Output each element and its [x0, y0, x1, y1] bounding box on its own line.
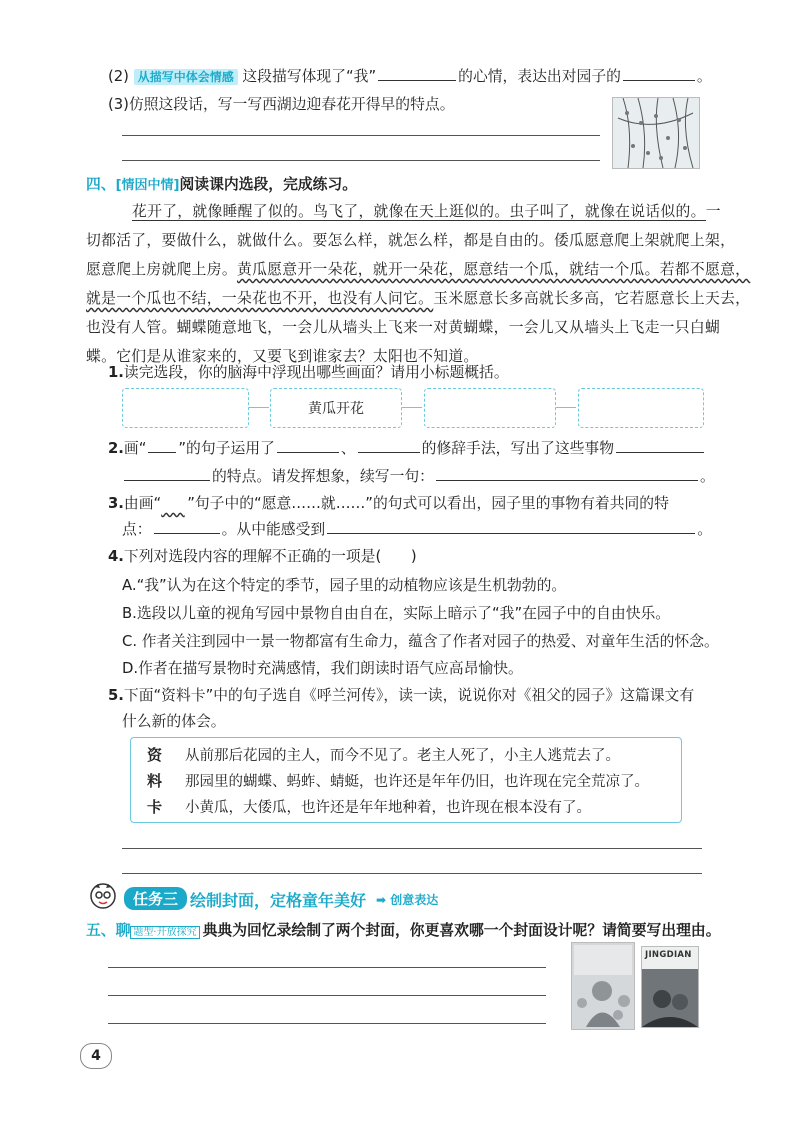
section5-answer-line-1[interactable] [108, 967, 546, 968]
item3-number: 3. [108, 495, 124, 512]
item2-blank-2[interactable] [358, 438, 420, 453]
data-card [130, 737, 682, 823]
item2-t4: 的修辞手法，写出了这些事物 [421, 440, 615, 457]
item3-t1: 由画“ [123, 495, 162, 512]
card-label-2: 料 [147, 772, 163, 790]
card-line-1: 从前那后花园的主人，而今不见了。老主人死了，小主人逃荒去了。 [185, 748, 620, 764]
item2-end: 。 [699, 468, 715, 485]
item2-t3: 、 [340, 440, 356, 457]
item5-line-1 [108, 684, 694, 705]
item3-t2: ”句子中的“愿意……就……”的句式可以看出，园子里的事物有着共同的特 [187, 495, 669, 512]
cover-design-1 [571, 942, 635, 1030]
section4-tag: [情因中情] [115, 178, 180, 193]
item1-number: 1. [108, 364, 124, 381]
card-line-3: 小黄瓜，大倭瓜，也许还是年年地种着，也许现在根本没有了。 [185, 800, 591, 816]
arrow-right-icon: ➡ [376, 893, 387, 907]
task3-subtitle-text: 创意表达 [390, 893, 439, 907]
item4-option-a[interactable]: A.“我”认为在这个特定的季节，园子里的动植物应该是生机勃勃的。 [122, 577, 567, 594]
item4-option-c[interactable]: C. 作者关注到园中一景一物都富有生命力，蕴含了作者对园子的热爱、对童年生活的怀念。 [122, 633, 719, 650]
heading-box-3[interactable] [424, 388, 556, 428]
item4-text: 下列对选段内容的理解不正确的一项是( ) [123, 548, 417, 565]
section4-heading [86, 173, 357, 194]
straight-line-sample [148, 438, 176, 453]
item3-line-2 [122, 518, 712, 539]
passage-line-3b: 黄瓜愿意开一朵花，就开一朵花，愿意结一个瓜，就结一个瓜。若都不愿意， [236, 261, 751, 278]
item4-question [108, 545, 417, 566]
page-number-text: 4 [91, 1048, 101, 1064]
reading-passage [86, 197, 751, 371]
q2-end: 。 [696, 68, 712, 85]
item3-t3: 点： [122, 521, 152, 538]
section5-answer-line-2[interactable] [108, 995, 546, 996]
heading-box-1[interactable] [122, 388, 249, 428]
q2-text-a: 这段描写体现了“我” [242, 68, 377, 85]
box-connector-2 [402, 407, 422, 408]
q2-line [108, 65, 712, 86]
card-label-3: 卡 [147, 798, 163, 816]
item3-t4: 。从中能感受到 [221, 521, 326, 538]
item2-t2: ”的句子运用了 [178, 440, 275, 457]
passage-line-1b: 一 [705, 203, 721, 220]
section5-prefix: 五、 [86, 922, 116, 939]
passage-line-6: 蝶。它们是从谁家来的，又要飞到谁家去？太阳也不知道。 [86, 348, 479, 365]
task3-badge: 任务三 [124, 887, 187, 910]
page-number [80, 1043, 112, 1069]
section5-tag-sub: 题型·开放探究 [130, 926, 199, 939]
item5-answer-line-1[interactable] [122, 848, 702, 849]
item5-line-2: 什么新的体会。 [122, 713, 226, 730]
box-connector-3 [556, 407, 576, 408]
q2-blank-1[interactable] [378, 66, 456, 81]
heading-box-4[interactable] [578, 388, 704, 428]
passage-line-3a: 愿意爬上房就爬上房。 [86, 261, 237, 278]
q2-tag: 从描写中体会情感 [134, 69, 238, 85]
item1-question [108, 361, 509, 382]
section4-title: 阅读课内选段，完成练习。 [179, 176, 358, 193]
q3-answer-line-1[interactable] [122, 135, 600, 136]
mascot-icon [88, 880, 118, 910]
item3-blank-2[interactable] [327, 519, 695, 534]
q3-answer-line-2[interactable] [122, 160, 600, 161]
winter-jasmine-illustration [612, 97, 700, 169]
item2-blank-4[interactable] [124, 466, 210, 481]
passage-line-1a: 花开了，就像睡醒了似的。鸟飞了，就像在天上逛似的。虫子叫了，就像在说话似的。 [132, 203, 706, 220]
item2-blank-3[interactable] [616, 438, 704, 453]
item2-line-1 [108, 437, 706, 458]
item2-line-2 [122, 465, 715, 486]
card-label-1: 资 [147, 746, 163, 764]
box-connector-1 [249, 407, 269, 408]
wavy-line-sample [161, 495, 187, 512]
q2-text-b: 的心情，表达出对园子的 [458, 68, 621, 85]
q2-number: (2) [108, 68, 129, 85]
item5-text-1: 下面“资料卡”中的句子选自《呼兰河传》，读一读，说说你对《祖父的园子》这篇课文有 [123, 687, 695, 704]
passage-line-4a: 就是一个瓜也不结，一朵花也不开，也没有人问它。 [86, 290, 434, 307]
q3-line: (3)仿照这段话，写一写西湖边迎春花开得早的特点。 [108, 96, 455, 113]
passage-line-4b: 玉米愿意长多高就长多高，它若愿意长上天去， [433, 290, 751, 307]
item4-option-b[interactable]: B.选段以儿童的视角写园中景物自由自在，实际上暗示了“我”在园子中的自由快乐。 [122, 605, 671, 622]
item2-blank-5[interactable] [436, 466, 698, 481]
passage-line-2: 切都活了，要做什么，就做什么。要怎么样，就怎么样，都是自由的。倭瓜愿意爬上架就爬上架， [86, 232, 736, 249]
item5-number: 5. [108, 687, 124, 704]
section5-heading [86, 919, 721, 940]
q2-blank-2[interactable] [623, 66, 695, 81]
item3-end: 。 [697, 521, 713, 538]
item1-text: 读完选段，你的脑海中浮现出哪些画面？请用小标题概括。 [123, 364, 509, 381]
item5-answer-line-2[interactable] [122, 873, 702, 874]
passage-line-5: 也没有人管。蝴蝶随意地飞，一会儿从墙头上飞来一对黄蝴蝶，一会儿又从墙头上飞走一只白蝴 [86, 319, 721, 336]
item2-number: 2. [108, 440, 124, 457]
cover-design-2 [641, 946, 699, 1028]
item2-t5: 的特点。请发挥想象，续写一句： [212, 468, 434, 485]
section5-text: 典典为回忆录绘制了两个封面，你更喜欢哪一个封面设计呢？请简要写出理由。 [202, 922, 721, 939]
item3-line-1 [108, 492, 669, 513]
heading-box-2[interactable]: 黄瓜开花 [270, 388, 402, 428]
task3-title: 绘制封面，定格童年美好 [190, 891, 367, 910]
section5-answer-line-3[interactable] [108, 1023, 546, 1024]
section5-tag-main: 聊 [115, 922, 131, 939]
item4-number: 4. [108, 548, 124, 565]
section4-prefix: 四、 [86, 176, 116, 193]
item4-option-d[interactable]: D.作者在描写景物时充满感情，我们朗读时语气应高昂愉快。 [122, 660, 523, 677]
item2-t1: 画“ [123, 440, 147, 457]
cover2-title: JINGDIAN [645, 950, 692, 960]
item2-blank-1[interactable] [277, 438, 339, 453]
card-line-2: 那园里的蝴蝶、蚂蚱、蜻蜓，也许还是年年仍旧，也许现在完全荒凉了。 [185, 774, 649, 790]
task3-subtitle [376, 891, 438, 908]
item3-blank-1[interactable] [154, 519, 220, 534]
